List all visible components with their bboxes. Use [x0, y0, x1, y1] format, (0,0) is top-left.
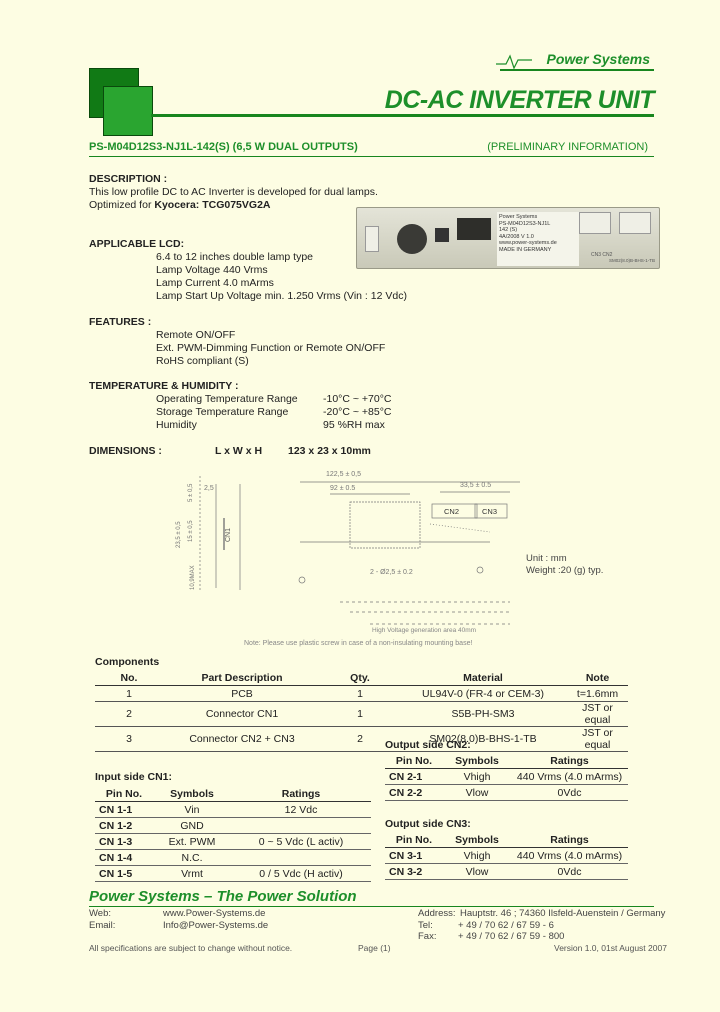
fax-label: Fax:	[418, 931, 437, 942]
hv-note: High Voltage generation area 40mm	[372, 627, 477, 634]
col-material: Material	[399, 670, 567, 686]
tel-label: Tel:	[418, 920, 433, 931]
temp-value-3: 95 %RH max	[323, 419, 385, 431]
address-label: Address:	[418, 908, 456, 919]
components-table	[95, 670, 628, 752]
description-heading: DESCRIPTION :	[89, 173, 168, 185]
table-row: 3 Connector CN2 + CN3 2 SM02(8.0)B-BHS-1-TB JST or equal	[95, 727, 628, 752]
table-row: CN 1-5 Vrmt 0 / 5 Vdc (H activ)	[95, 866, 371, 882]
temp-label-2: Storage Temperature Range	[156, 406, 289, 418]
dim-top-left-label: 2,5	[204, 485, 214, 492]
table-row: 2 Connector CN1 1 S5B-PH-SM3 JST or equal	[95, 702, 628, 727]
lcd-line-4: Lamp Start Up Voltage min. 1.250 Vrms (Vin : 12 Vdc)	[156, 290, 407, 302]
part-number: PS-M04D12S3-NJ1L-142(S) (6,5 W DUAL OUTPUTS)	[89, 141, 358, 153]
temp-label-1: Operating Temperature Range	[156, 393, 298, 405]
feature-2: Ext. PWM-Dimming Function or Remote ON/OFF	[156, 342, 386, 354]
address-value: Hauptstr. 46 ; 74360 Ilsfeld-Auenstein / Germany	[460, 908, 666, 919]
dimensions-heading: DIMENSIONS :	[89, 445, 162, 457]
product-photo	[356, 207, 660, 269]
pcb-marking-2: SM02(8.0)B-BHS-1-TB	[609, 258, 656, 263]
web-link[interactable]: www.Power-Systems.de	[163, 908, 266, 919]
temp-value-1: -10°C ~ +70°C	[323, 393, 392, 405]
table-row: CN 3-1 Vhigh 440 Vrms (4.0 mArms)	[385, 848, 628, 864]
email-label: Email:	[89, 920, 116, 931]
output-cn3-table: Pin No. Symbols Ratings CN 3-1 Vhigh 440 Vrms (4.0 mArms) CN 3-2 Vlow 0Vdc	[385, 832, 628, 880]
fax-value: + 49 / 70 62 / 67 59 - 800	[458, 931, 565, 942]
col-no: No.	[95, 670, 163, 686]
brand-name: Power Systems	[546, 51, 650, 67]
table-row: CN 2-2 Vlow 0Vdc	[385, 785, 628, 801]
input-cn1-heading: Input side CN1:	[95, 771, 173, 783]
table-row: 1 PCB 1 UL94V-0 (FR-4 or CEM-3) t=1.6mm	[95, 686, 628, 702]
lcd-line-2: Lamp Voltage 440 Vrms	[156, 264, 268, 276]
table-row: CN 2-1 Vhigh 440 Vrms (4.0 mArms)	[385, 769, 628, 785]
drawing-note: Note: Please use plastic screw in case of a non-insulating mounting base!	[244, 640, 473, 647]
cn2-label: CN2	[444, 507, 460, 516]
brand-underline	[500, 69, 654, 71]
input-cn1-table: Pin No. Symbols Ratings CN 1-1 Vin 12 Vdc CN 1-2 GND CN 1-3 Ext. PWM 0 ~ 5 Vdc (L activ) CN 1-4 N.C. CN 1-5 Vrmt 0 / 5 Vdc (H activ)	[95, 786, 371, 882]
cn1-label: CN1	[225, 527, 232, 542]
lcd-heading: APPLICABLE LCD:	[89, 238, 185, 250]
pcb-label: Power Systems PS-M04D12S3-NJ1L 142 (S) 4A/2008 V 1.0 www.power-systems.de MADE IN GERMANY	[497, 212, 579, 266]
tel-value: + 49 / 70 62 / 67 59 - 6	[458, 920, 554, 931]
ic-photo-2	[457, 218, 491, 240]
temperature-heading: TEMPERATURE & HUMIDITY :	[89, 380, 239, 392]
disclaimer: All specifications are subject to change without notice.	[89, 943, 293, 953]
logo-square-front	[103, 86, 153, 136]
dimensions-value: 123 x 23 x 10mm	[288, 445, 371, 457]
description-line-1: This low profile DC to AC Inverter is developed for dual lamps.	[89, 186, 378, 198]
dim-total-label: 122,5 ± 0,5	[326, 471, 361, 478]
output-cn2-heading: Output side CN2:	[385, 739, 471, 751]
pcb-marking: CN3 CN2	[591, 252, 613, 258]
email-link[interactable]: Info@Power-Systems.de	[163, 920, 269, 931]
col-part-description: Part Description	[163, 670, 321, 686]
version-info: Version 1.0, 01st August 2007	[554, 943, 667, 953]
dim-mid-label: 92 ± 0.5	[330, 485, 356, 492]
part-rule	[89, 156, 654, 157]
table-row: CN 1-2 GND	[95, 818, 371, 834]
ic-photo	[435, 228, 449, 242]
cn3-connector-photo	[579, 212, 611, 234]
feature-1: Remote ON/OFF	[156, 329, 236, 341]
table-row: CN 1-3 Ext. PWM 0 ~ 5 Vdc (L activ)	[95, 834, 371, 850]
web-label: Web:	[89, 908, 112, 919]
cn1-connector-photo	[365, 226, 379, 252]
lcd-line-1: 6.4 to 12 inches double lamp type	[156, 251, 314, 263]
components-heading: Components	[95, 656, 160, 668]
footer-rule	[89, 906, 654, 907]
output-cn2-table: Pin No. Symbols Ratings CN 2-1 Vhigh 440 Vrms (4.0 mArms) CN 2-2 Vlow 0Vdc	[385, 753, 628, 801]
col-qty: Qty.	[321, 670, 399, 686]
page-number: Page (1)	[358, 943, 391, 953]
temp-value-2: -20°C ~ +85°C	[323, 406, 392, 418]
title-rule	[151, 114, 654, 117]
transformer-photo	[397, 224, 427, 254]
col-note: Note	[567, 670, 628, 686]
weight-label: Weight :20 (g) typ.	[526, 565, 604, 576]
status-label: (PRELIMINARY INFORMATION)	[487, 141, 648, 153]
features-heading: FEATURES :	[89, 316, 152, 328]
cn3-label: CN3	[482, 507, 498, 516]
unit-label: Unit : mm	[526, 553, 567, 564]
page-title: DC-AC INVERTER UNIT	[384, 86, 654, 114]
dim-left-2-label: 23,5 ± 0,5	[176, 521, 182, 548]
cn2-connector-photo	[619, 212, 651, 234]
dim-left-3-label: 15 ± 0,5	[188, 520, 194, 542]
dim-right-label: 33,5 ± 0.5	[460, 482, 492, 489]
temp-label-3: Humidity	[156, 419, 197, 431]
dimensions-formula: L x W x H	[215, 445, 263, 457]
footer-slogan: Power Systems – The Power Solution	[89, 888, 357, 905]
dim-left-4-label: 10,9MAX	[190, 565, 196, 590]
table-row: CN 3-2 Vlow 0Vdc	[385, 864, 628, 880]
feature-3: RoHS compliant (S)	[156, 355, 249, 367]
lcd-line-3: Lamp Current 4.0 mArms	[156, 277, 274, 289]
output-cn3-heading: Output side CN3:	[385, 818, 471, 830]
table-row: CN 1-4 N.C.	[95, 850, 371, 866]
description-line-2: Optimized for Kyocera: TCG075VG2A	[89, 199, 271, 211]
dim-left-1-label: 5 ± 0,5	[188, 483, 194, 502]
table-row: CN 1-1 Vin 12 Vdc	[95, 802, 371, 818]
dim-holes-label: 2 - Ø2,5 ± 0.2	[370, 569, 413, 576]
dimension-drawing	[176, 462, 660, 652]
